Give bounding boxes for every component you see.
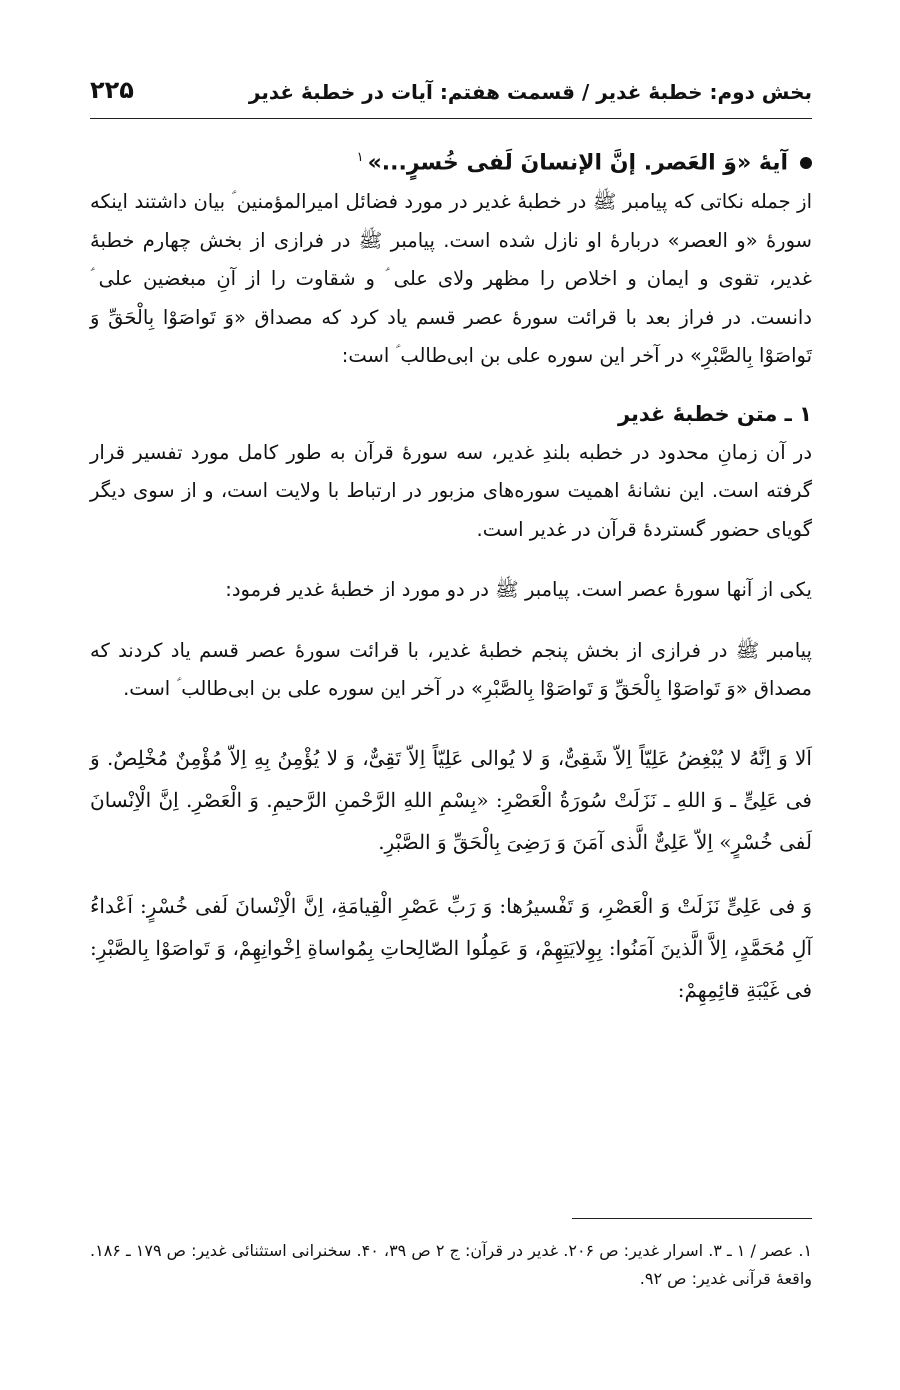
running-header bbox=[90, 70, 812, 119]
footnotes bbox=[90, 1218, 812, 1293]
intro-paragraph: از جمله نکاتی که پیامبر ﷺ در خطبهٔ غدیر در مورد فضائل امیرالمؤمنین ؑ بیان داشتند اینکه سورهٔ «و العصر» دربارهٔ او نازل شده است. پیامبر ﷺ در فرازی از بخش چهارم خطبهٔ غدیر، تقوی و ایمان و اخلاص را مظهر ولای علی ؑ و شقاوت را از آنِ مبغضین علی ؑ دانست. در فراز بعد با قرائت سورهٔ عصر قسم یاد کرد که مصداق «وَ تَواصَوْا بِالْحَقِّ وَ تَواصَوْا بِالصَّبْرِ» در آخر این سوره علی بن ابی‌طالب ؑ است: bbox=[90, 190, 812, 368]
verse-heading-text: آیهٔ «وَ العَصر. إنَّ الإنسانَ لَفی خُسرٍ...» bbox=[367, 150, 788, 176]
arabic-sermon-quote: اَلا وَ اِنَّهُ لا یُبْغِضُ عَلِیّاً اِلاّ شَقِیٌّ، وَ لا یُوالی عَلِیّاً اِلاّ تَقِیٌّ، وَ لا یُؤْمِنُ بِهِ اِلاّ مُؤْمِنٌ مُخْلِصٌ. وَ فی عَلِیٍّ ـ وَ اللهِ ـ نَزَلَتْ سُورَةُ الْعَصْرِ: «بِسْمِ اللهِ الرَّحْمنِ الرَّحیمِ. وَ الْعَصْرِ. اِنَّ الْاِنْسانَ لَفی خُسْرٍ» اِلاّ عَلِیٌّ الَّذی آمَنَ وَ رَضِیَ بِالْحَقِّ وَ الصَّبْرِ. bbox=[90, 745, 812, 854]
body-paragraph: در آن زمانِ محدود در خطبه بلندِ غدیر، سه سورهٔ قرآن به طور کامل مورد تفسیر قرار گرفته است. این نشانهٔ اهمیت سوره‌های مزبور در ارتباط با ولایت است، و از سوی دیگر گویای حضور گستردهٔ قرآن در غدیر است. bbox=[90, 440, 812, 541]
footnote-divider bbox=[572, 1218, 812, 1219]
body-paragraph: یکی از آنها سورهٔ عصر است. پیامبر ﷺ در دو مورد از خطبهٔ غدیر فرمود: bbox=[225, 578, 812, 602]
verse-heading bbox=[90, 138, 812, 183]
running-title: بخش دوم: خطبهٔ غدیر / قسمت هفتم: آیات در خطبهٔ غدیر bbox=[248, 80, 812, 104]
page-body bbox=[90, 138, 812, 1011]
page-number: ۲۲۵ bbox=[90, 76, 134, 104]
arabic-sermon-quote: وَ فی عَلِیٍّ نَزَلَتْ وَ الْعَصْرِ، وَ تَفْسیرُها: وَ رَبِّ عَصْرِ الْقِیامَةِ، اِنَّ الْاِنْسانَ لَفی خُسْرٍ: اَعْداءُ آلِ مُحَمَّدٍ، اِلاَّ الَّذینَ آمَنُوا: بِوِلایَتِهِمْ، وَ عَمِلُوا الصّالِحاتِ بِمُواساةِ اِخْوانِهِمْ، وَ تَواصَوْا بِالصَّبْرِ: فی غَیْبَةِ قائِمِهِمْ: bbox=[90, 893, 812, 1002]
footnote-reference[interactable]: ۱ bbox=[356, 150, 364, 165]
body-paragraph: پیامبر ﷺ در فرازی از بخش پنجم خطبهٔ غدیر، با قرائت سورهٔ عصر قسم یاد کردند که مصداق «وَ تَواصَوْا بِالْحَقِّ وَ تَواصَوْا بِالصَّبْرِ» در آخر این سوره علی بن ابی‌طالب ؑ است. bbox=[90, 638, 812, 701]
bullet-icon bbox=[800, 157, 812, 169]
footnote-text: ۱. عصر / ۱ ـ ۳. اسرار غدیر: ص ۲۰۶. غدیر در قرآن: ج ۲ ص ۳۹، ۴۰. سخنرانی استثنائی غدیر: ص ۱۷۹ ـ ۱۸۶. واقعهٔ قرآنی غدیر: ص ۹۲. bbox=[90, 1241, 813, 1288]
section-heading: ۱ ـ متن خطبهٔ غدیر bbox=[617, 401, 812, 426]
